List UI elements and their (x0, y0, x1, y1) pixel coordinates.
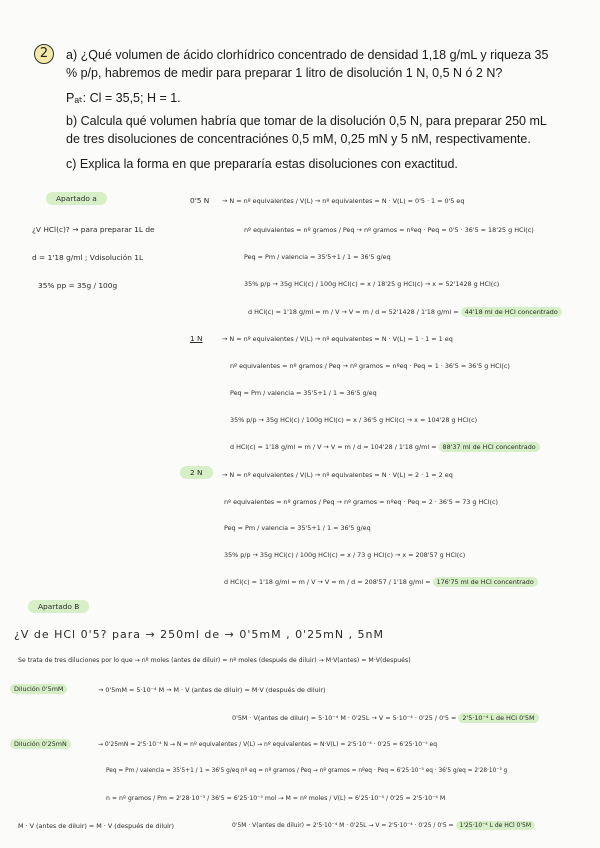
d1-result: 2'5·10⁻⁴ L de HCl 0'5M (458, 713, 538, 723)
n05-result: 44'18 ml de HCl concentrado (461, 307, 562, 317)
n05-line-3: Peq = Pm / valencia = 35'5+1 / 1 = 36'5 g/eq (244, 253, 391, 261)
d2-label: Dilución 0'25mN (10, 739, 71, 749)
d2-line-3: n = nº gramos / Pm = 2'28·10⁻³ / 36'5 = 6'25·10⁻⁵ mol → M = nº moles / V(L) = 6'25·10⁻⁵ / 0'25 = 2'5·10⁻⁴ M (106, 795, 446, 802)
n05-line-1: → N = nº equivalentes / V(L) → nº equivalentes = N · V(L) = 0'5 · 1 = 0'5 eq (222, 197, 465, 205)
d1-line-2: 0'5M · V(antes de diluir) = 5·10⁻⁴ M · 0'25L → V = 5·10⁻⁴ · 0'25 / 0'5 = (232, 714, 457, 722)
question-line-a2: % p/p, habremos de medir para preparar 1 litro de disolución 1 N, 0,5 N ó 2 N? (66, 66, 503, 80)
n1-label: 1 N (190, 334, 203, 343)
part-a-setup-3: 35% pp = 35g / 100g (38, 281, 118, 290)
part-b-sub: Se trata de tres diluciones por lo que → nº moles (antes de diluir) = nº moles (después de diluir) → M·V(antes) = M·V(después) (18, 657, 411, 664)
question-line-b1: b) Calcula qué volumen habría que tomar de la disolución 0,5 N, para preparar 250 mL (66, 114, 547, 128)
part-a-heading: Apartado a (46, 192, 107, 205)
d2-result: 1'25·10⁻⁴ L de HCl 0'5M (456, 821, 536, 830)
question-line-pat: Pₐₜ: Cl = 35,5; H = 1. (66, 91, 181, 105)
n2-line-1: → N = nº equivalentes / V(L) → nº equivalentes = N · V(L) = 2 · 1 = 2 eq (222, 471, 453, 479)
d1-label: Dilución 0'5mM (10, 684, 67, 694)
part-a-setup-2: d = 1'18 g/ml ; Vdisolución 1L (32, 253, 144, 262)
n2-line-3: Peq = Pm / valencia = 35'5+1 / 1 = 36'5 g/eq (224, 524, 371, 532)
question-line-c: c) Explica la forma en que prepararía estas disoluciones con exactitud. (66, 157, 458, 171)
n2-result: 176'75 ml de HCl concentrado (433, 577, 538, 587)
n2-line-2: nº equivalentes = nº gramos / Peq → nº gramos = nºeq · Peq = 2 · 36'5 = 73 g HCl(c) (224, 498, 499, 506)
question-line-a1: a) ¿Qué volumen de ácido clorhídrico concentrado de densidad 1,18 g/mL y riqueza 35 (66, 48, 549, 62)
n1-line-4: 35% p/p → 35g HCl(c) / 100g HCl(c) = x / 36'5 g HCl(c) → x = 104'28 g HCl(c) (230, 416, 478, 424)
n2-label: 2 N (180, 466, 213, 479)
part-b-heading: Apartado B (28, 600, 89, 613)
question-number: 2 (34, 44, 54, 64)
n05-line-2: nº equivalentes = nº gramos / Peq → nº gramos = nºeq · Peq = 0'5 · 36'5 = 18'25 g HCl(c) (244, 226, 534, 234)
n2-line-4: 35% p/p → 35g HCl(c) / 100g HCl(c) = x / 73 g HCl(c) → x = 208'57 g HCl(c) (224, 551, 466, 559)
n1-line-3: Peq = Pm / valencia = 35'5+1 / 1 = 36'5 g/eq (230, 389, 377, 397)
n05-label: 0'5 N (190, 196, 210, 205)
d1-line-1: → 0'5mM = 5·10⁻⁴ M → M · V (antes de diluir) = M·V (después de diluir) (98, 686, 326, 694)
d2-line-4b: 0'5M · V(antes de diluir) = 2'5·10⁻⁴ M · 0'25L → V = 2'5·10⁻⁴ · 0'25 / 0'5 = (232, 822, 454, 829)
n1-line-1: → N = nº equivalentes / V(L) → nº equivalentes = N · V(L) = 1 · 1 = 1 eq (222, 335, 453, 343)
n05-line-5: d HCl(c) = 1'18 g/ml = m / V → V = m / d = 52'1428 / 1'18 g/ml = (248, 308, 459, 316)
n1-line-5: d HCl(c) = 1'18 g/ml = m / V → V = m / d = 104'28 / 1'18 g/ml = (230, 443, 437, 451)
part-a-setup-1: ¿V HCl(c)? → para preparar 1L de (32, 225, 155, 234)
part-b-intro: ¿V de HCl 0'5? para → 250ml de → 0'5mM , 0'25mN , 5nM (14, 628, 385, 641)
d2-line-1: → 0'25mN = 2'5·10⁻⁴ N → N = nº equivalentes / V(L) → nº equivalentes = N·V(L) = 2'5·10⁻⁴ · 0'25 = 6'25·10⁻⁵ eq (98, 741, 438, 748)
d2-line-2: Peq = Pm / valencia = 35'5+1 / 1 = 36'5 g/eq nº eq = nº gramos / Peq → nº gramos = nºeq · Peq = 6'25·10⁻⁵ eq · 36'5 g/eq = 2'28·10⁻³ g (106, 768, 508, 774)
n05-line-4: 35% p/p → 35g HCl(c) / 100g HCl(c) = x / 18'25 g HCl(c) → x = 52'1428 g HCl(c) (244, 280, 500, 288)
d2-line-4a: M · V (antes de diluir) = M · V (después de diluir) (18, 822, 175, 830)
question-line-b2: de tres disoluciones de concentraciónes 0,5 mM, 0,25 mN y 5 nM, respectivamente. (66, 132, 531, 146)
n1-result: 88'37 ml de HCl concentrado (439, 442, 540, 452)
n1-line-2: nº equivalentes = nº gramos / Peq → nº gramos = nºeq · Peq = 1 · 36'5 = 36'5 g HCl(c) (230, 362, 510, 370)
n2-line-5: d HCl(c) = 1'18 g/ml = m / V → V = m / d = 208'57 / 1'18 g/ml = (224, 578, 431, 586)
